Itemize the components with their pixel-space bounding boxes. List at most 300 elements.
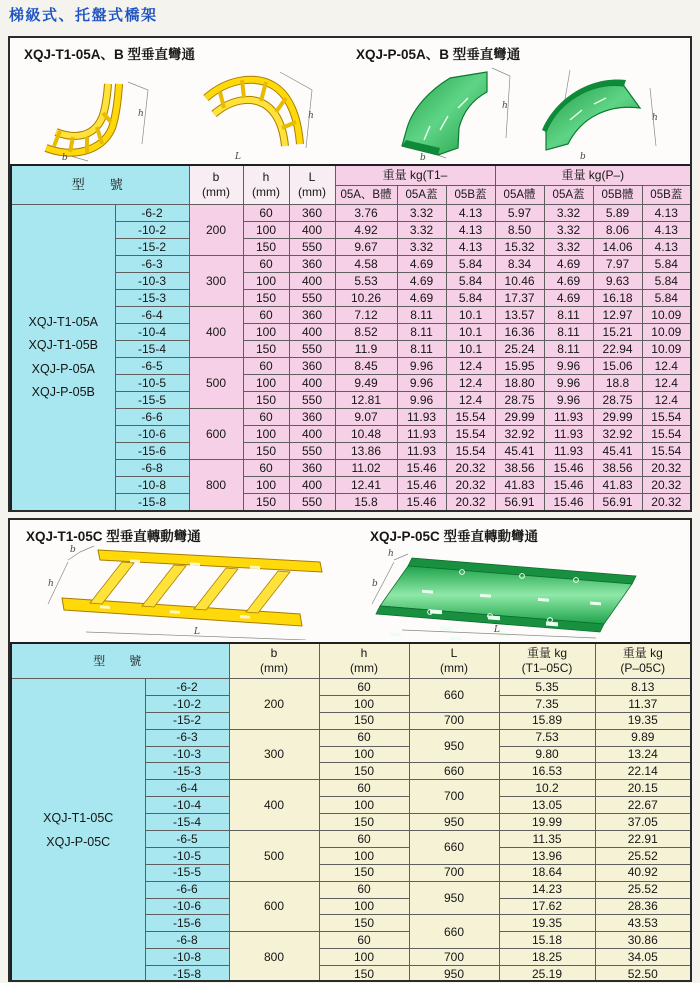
L-value-cell: 360 — [289, 358, 335, 375]
header-weight-t1: 重量 kg(T1– — [335, 165, 495, 186]
model-variant-cell: -10-6 — [115, 426, 189, 443]
b-value-cell: 300 — [189, 256, 243, 307]
header-b: b (mm) — [189, 165, 243, 205]
weight-value-cell: 20.32 — [446, 477, 495, 494]
h-value-cell: 150 — [243, 392, 289, 409]
weight-value-cell: 32.92 — [495, 426, 544, 443]
weight-value-cell: 9.67 — [335, 239, 397, 256]
b-value-cell: 800 — [229, 932, 319, 982]
header-L: L (mm) — [409, 643, 499, 679]
weight-value-cell: 4.13 — [446, 205, 495, 222]
weight-value-cell: 10.1 — [446, 324, 495, 341]
weight-value-cell: 12.41 — [335, 477, 397, 494]
weight-value-cell: 18.80 — [495, 375, 544, 392]
weight-value-cell: 15.46 — [544, 494, 593, 512]
weight-value-cell: 8.11 — [397, 341, 446, 358]
weight-value-cell: 15.46 — [544, 477, 593, 494]
header-model: 型 號 — [11, 165, 189, 205]
weight-value-cell: 8.50 — [495, 222, 544, 239]
weight-value-cell: 12.4 — [446, 392, 495, 409]
model-variant-cell: -15-5 — [115, 392, 189, 409]
weight-value-cell: 56.91 — [495, 494, 544, 512]
weight-value-cell: 15.54 — [642, 443, 691, 460]
weight-value-cell: 11.93 — [544, 443, 593, 460]
weight-value-cell: 11.93 — [397, 443, 446, 460]
model-variant-cell: -10-3 — [145, 746, 229, 763]
weight-value-cell: 3.76 — [335, 205, 397, 222]
model-variant-cell: -10-5 — [145, 847, 229, 864]
model-label: XQJ-T1-05B — [28, 338, 98, 353]
weight-value-cell: 4.69 — [397, 273, 446, 290]
L-value-cell: 950 — [409, 966, 499, 982]
model-variant-cell: -10-2 — [145, 695, 229, 712]
model-variant-cell: -15-6 — [115, 443, 189, 460]
weight-value-cell: 32.92 — [593, 426, 642, 443]
model-label: XQJ-T1-05A — [28, 315, 98, 330]
model-variant-cell: -6-2 — [145, 679, 229, 696]
h-value-cell: 150 — [243, 341, 289, 358]
svg-text:L: L — [235, 152, 241, 162]
h-value-cell: 150 — [243, 239, 289, 256]
model-label: XQJ-P-05C — [46, 834, 111, 849]
weight-value-cell: 4.13 — [642, 205, 691, 222]
spec-table-05c — [10, 642, 692, 982]
weight-value-cell: 14.23 — [499, 881, 595, 898]
weight-value-cell: 7.35 — [499, 695, 595, 712]
weight-value-cell: 20.32 — [642, 477, 691, 494]
weight-value-cell: 8.11 — [397, 324, 446, 341]
weight-value-cell: 8.11 — [397, 307, 446, 324]
weight-value-cell: 10.1 — [446, 307, 495, 324]
weight-value-cell: 13.86 — [335, 443, 397, 460]
weight-value-cell: 19.35 — [499, 915, 595, 932]
weight-value-cell: 4.13 — [446, 239, 495, 256]
weight-value-cell: 4.13 — [642, 222, 691, 239]
weight-value-cell: 5.84 — [642, 290, 691, 307]
weight-value-cell: 8.13 — [595, 679, 691, 696]
weight-value-cell: 10.09 — [642, 341, 691, 358]
weight-value-cell: 15.89 — [499, 712, 595, 729]
weight-value-cell: 3.32 — [544, 222, 593, 239]
weight-value-cell: 13.05 — [499, 797, 595, 814]
h-value-cell: 100 — [319, 695, 409, 712]
weight-value-cell: 28.36 — [595, 898, 691, 915]
L-value-cell: 400 — [289, 222, 335, 239]
weight-value-cell: 8.11 — [544, 341, 593, 358]
weight-value-cell: 4.13 — [642, 239, 691, 256]
header-subcol: 05A體 — [495, 186, 544, 205]
weight-value-cell: 15.46 — [397, 460, 446, 477]
L-value-cell: 400 — [289, 324, 335, 341]
weight-value-cell: 17.62 — [499, 898, 595, 915]
weight-value-cell: 16.36 — [495, 324, 544, 341]
weight-value-cell: 7.53 — [499, 729, 595, 746]
spec-table-05ab — [10, 164, 692, 512]
header-subcol: 05B體 — [593, 186, 642, 205]
model-variant-cell: -15-4 — [115, 341, 189, 358]
weight-value-cell: 25.52 — [595, 847, 691, 864]
weight-value-cell: 8.11 — [544, 307, 593, 324]
section-title-t1-05ab: XQJ-T1-05A、B 型垂直彎通 — [24, 47, 196, 62]
b-value-cell: 800 — [189, 460, 243, 512]
weight-value-cell: 10.09 — [642, 324, 691, 341]
weight-value-cell: 13.96 — [499, 847, 595, 864]
weight-value-cell: 18.8 — [593, 375, 642, 392]
section-title-p-05c: XQJ-P-05C 型垂直轉動彎通 — [370, 529, 539, 544]
header-subcol: 05B蓋 — [642, 186, 691, 205]
panel-05c — [8, 518, 692, 982]
model-variant-cell: -10-6 — [145, 898, 229, 915]
h-value-cell: 150 — [319, 864, 409, 881]
weight-value-cell: 25.24 — [495, 341, 544, 358]
model-variant-cell: -10-8 — [145, 949, 229, 966]
model-variant-cell: -15-4 — [145, 814, 229, 831]
weight-value-cell: 3.32 — [544, 205, 593, 222]
model-variant-cell: -15-3 — [115, 290, 189, 307]
twist-section-illustrations — [10, 542, 690, 640]
weight-value-cell: 30.86 — [595, 932, 691, 949]
model-variant-cell: -15-5 — [145, 864, 229, 881]
h-value-cell: 150 — [319, 966, 409, 982]
L-value-cell: 550 — [289, 392, 335, 409]
panel-05ab — [8, 36, 692, 512]
L-value-cell: 400 — [289, 477, 335, 494]
weight-value-cell: 12.4 — [642, 358, 691, 375]
header-L: L (mm) — [289, 165, 335, 205]
b-value-cell: 500 — [229, 831, 319, 882]
header-subcol: 05A蓋 — [544, 186, 593, 205]
model-variant-cell: -10-4 — [145, 797, 229, 814]
h-value-cell: 60 — [319, 729, 409, 746]
model-variant-cell: -15-8 — [115, 494, 189, 512]
weight-value-cell: 25.52 — [595, 881, 691, 898]
weight-value-cell: 5.84 — [642, 273, 691, 290]
model-variant-cell: -6-2 — [115, 205, 189, 222]
L-value-cell: 400 — [289, 375, 335, 392]
h-value-cell: 150 — [319, 814, 409, 831]
vertical-elbow-illustrations — [10, 60, 690, 162]
header-h: h (mm) — [243, 165, 289, 205]
weight-value-cell: 20.15 — [595, 780, 691, 797]
weight-value-cell: 18.64 — [499, 864, 595, 881]
weight-value-cell: 13.24 — [595, 746, 691, 763]
model-variant-cell: -10-2 — [115, 222, 189, 239]
L-value-cell: 400 — [289, 426, 335, 443]
weight-value-cell: 11.35 — [499, 831, 595, 848]
weight-value-cell: 11.93 — [544, 426, 593, 443]
h-value-cell: 100 — [243, 477, 289, 494]
b-value-cell: 200 — [229, 679, 319, 730]
L-value-cell: 660 — [409, 679, 499, 713]
weight-value-cell: 4.69 — [544, 290, 593, 307]
h-value-cell: 100 — [243, 324, 289, 341]
weight-value-cell: 43.53 — [595, 915, 691, 932]
model-variant-cell: -10-5 — [115, 375, 189, 392]
weight-value-cell: 10.48 — [335, 426, 397, 443]
weight-value-cell: 9.96 — [397, 392, 446, 409]
weight-value-cell: 10.26 — [335, 290, 397, 307]
b-value-cell: 200 — [189, 205, 243, 256]
model-variant-cell: -6-3 — [115, 256, 189, 273]
svg-text:h: h — [308, 111, 314, 121]
weight-value-cell: 15.46 — [397, 477, 446, 494]
weight-value-cell: 5.84 — [642, 256, 691, 273]
weight-value-cell: 10.1 — [446, 341, 495, 358]
weight-value-cell: 20.32 — [642, 460, 691, 477]
weight-value-cell: 15.06 — [593, 358, 642, 375]
weight-value-cell: 9.96 — [397, 358, 446, 375]
weight-value-cell: 17.37 — [495, 290, 544, 307]
weight-value-cell: 22.94 — [593, 341, 642, 358]
weight-value-cell: 12.97 — [593, 307, 642, 324]
L-value-cell: 550 — [289, 494, 335, 512]
b-value-cell: 600 — [189, 409, 243, 460]
model-variant-cell: -6-4 — [145, 780, 229, 797]
svg-text:b: b — [580, 152, 586, 162]
weight-value-cell: 11.02 — [335, 460, 397, 477]
weight-value-cell: 12.4 — [642, 392, 691, 409]
h-value-cell: 60 — [243, 205, 289, 222]
h-value-cell: 60 — [319, 679, 409, 696]
weight-value-cell: 41.83 — [495, 477, 544, 494]
weight-value-cell: 8.06 — [593, 222, 642, 239]
weight-value-cell: 37.05 — [595, 814, 691, 831]
weight-value-cell: 22.14 — [595, 763, 691, 780]
svg-text:h: h — [652, 113, 658, 123]
h-value-cell: 100 — [319, 898, 409, 915]
weight-value-cell: 41.83 — [593, 477, 642, 494]
weight-value-cell: 15.8 — [335, 494, 397, 512]
weight-value-cell: 12.4 — [446, 375, 495, 392]
h-value-cell: 60 — [319, 780, 409, 797]
weight-value-cell: 11.93 — [397, 409, 446, 426]
weight-value-cell: 19.35 — [595, 712, 691, 729]
h-value-cell: 150 — [319, 763, 409, 780]
weight-value-cell: 22.91 — [595, 831, 691, 848]
L-value-cell: 700 — [409, 780, 499, 814]
weight-value-cell: 9.63 — [593, 273, 642, 290]
weight-value-cell: 4.58 — [335, 256, 397, 273]
weight-value-cell: 18.25 — [499, 949, 595, 966]
weight-value-cell: 9.96 — [544, 375, 593, 392]
header-b: b (mm) — [229, 643, 319, 679]
weight-value-cell: 9.89 — [595, 729, 691, 746]
model-variant-cell: -15-8 — [145, 966, 229, 982]
weight-value-cell: 4.69 — [544, 273, 593, 290]
weight-value-cell: 9.49 — [335, 375, 397, 392]
h-value-cell: 60 — [319, 831, 409, 848]
header-weight-p: 重量 kg (P–05C) — [595, 643, 691, 679]
weight-value-cell: 34.05 — [595, 949, 691, 966]
section-title-p-05ab: XQJ-P-05A、B 型垂直彎通 — [356, 47, 521, 62]
L-value-cell: 550 — [289, 290, 335, 307]
header-weight-p: 重量 kg(P–) — [495, 165, 691, 186]
weight-value-cell: 12.4 — [642, 375, 691, 392]
weight-value-cell: 3.32 — [544, 239, 593, 256]
weight-value-cell: 25.19 — [499, 966, 595, 982]
weight-value-cell: 15.32 — [495, 239, 544, 256]
svg-text:L: L — [494, 625, 500, 635]
h-value-cell: 150 — [319, 712, 409, 729]
weight-value-cell: 12.81 — [335, 392, 397, 409]
weight-value-cell: 15.46 — [397, 494, 446, 512]
L-value-cell: 400 — [289, 273, 335, 290]
green-tray-elbow-inside-icon — [402, 68, 510, 162]
yellow-ladder-elbow-outside-icon — [206, 72, 314, 162]
weight-value-cell: 9.80 — [499, 746, 595, 763]
table-row — [11, 205, 691, 222]
model-list-cell — [11, 205, 115, 512]
weight-value-cell: 3.32 — [397, 205, 446, 222]
svg-text:b: b — [420, 153, 426, 162]
L-value-cell: 950 — [409, 814, 499, 831]
weight-value-cell: 15.54 — [446, 443, 495, 460]
weight-value-cell: 5.35 — [499, 679, 595, 696]
L-value-cell: 360 — [289, 205, 335, 222]
weight-value-cell: 14.06 — [593, 239, 642, 256]
header-subcol: 05A蓋 — [397, 186, 446, 205]
L-value-cell: 550 — [289, 341, 335, 358]
weight-value-cell: 20.32 — [446, 460, 495, 477]
weight-value-cell: 11.93 — [544, 409, 593, 426]
h-value-cell: 150 — [243, 290, 289, 307]
weight-value-cell: 45.41 — [495, 443, 544, 460]
h-value-cell: 60 — [243, 256, 289, 273]
h-value-cell: 150 — [243, 494, 289, 512]
b-value-cell: 300 — [229, 729, 319, 780]
weight-value-cell: 10.09 — [642, 307, 691, 324]
weight-value-cell: 20.32 — [642, 494, 691, 512]
section-title-t1-05c: XQJ-T1-05C 型垂直轉動彎通 — [26, 529, 201, 544]
b-value-cell: 400 — [229, 780, 319, 831]
h-value-cell: 100 — [319, 797, 409, 814]
L-value-cell: 660 — [409, 763, 499, 780]
L-value-cell: 360 — [289, 256, 335, 273]
header-subcol: 05A、B體 — [335, 186, 397, 205]
weight-value-cell: 11.37 — [595, 695, 691, 712]
model-variant-cell: -6-5 — [145, 831, 229, 848]
weight-value-cell: 4.92 — [335, 222, 397, 239]
h-value-cell: 60 — [319, 881, 409, 898]
weight-value-cell: 38.56 — [593, 460, 642, 477]
weight-value-cell: 10.2 — [499, 780, 595, 797]
weight-value-cell: 5.84 — [446, 290, 495, 307]
weight-value-cell: 52.50 — [595, 966, 691, 982]
weight-value-cell: 15.46 — [544, 460, 593, 477]
b-value-cell: 600 — [229, 881, 319, 932]
L-value-cell: 950 — [409, 729, 499, 763]
svg-text:L: L — [194, 627, 200, 637]
header-subcol: 05B蓋 — [446, 186, 495, 205]
h-value-cell: 60 — [243, 460, 289, 477]
model-variant-cell: -15-3 — [145, 763, 229, 780]
weight-value-cell: 45.41 — [593, 443, 642, 460]
weight-value-cell: 29.99 — [593, 409, 642, 426]
svg-text:h: h — [48, 579, 54, 589]
model-variant-cell: -10-8 — [115, 477, 189, 494]
weight-value-cell: 40.92 — [595, 864, 691, 881]
weight-value-cell: 4.69 — [397, 256, 446, 273]
h-value-cell: 100 — [243, 273, 289, 290]
h-value-cell: 100 — [243, 426, 289, 443]
h-value-cell: 100 — [319, 949, 409, 966]
L-value-cell: 950 — [409, 881, 499, 915]
h-value-cell: 150 — [319, 915, 409, 932]
header-weight-t1: 重量 kg (T1–05C) — [499, 643, 595, 679]
model-list-cell — [11, 679, 145, 983]
page-title: 梯級式、托盤式橋架 — [9, 7, 158, 24]
model-variant-cell: -6-6 — [145, 881, 229, 898]
green-tray-elbow-outside-icon — [542, 70, 658, 162]
header-h: h (mm) — [319, 643, 409, 679]
weight-value-cell: 29.99 — [495, 409, 544, 426]
weight-value-cell: 5.97 — [495, 205, 544, 222]
weight-value-cell: 3.32 — [397, 239, 446, 256]
model-variant-cell: -6-6 — [115, 409, 189, 426]
weight-value-cell: 9.96 — [544, 392, 593, 409]
weight-value-cell: 4.13 — [446, 222, 495, 239]
weight-value-cell: 4.69 — [544, 256, 593, 273]
h-value-cell: 100 — [243, 222, 289, 239]
model-variant-cell: -15-2 — [145, 712, 229, 729]
model-variant-cell: -15-2 — [115, 239, 189, 256]
model-variant-cell: -10-4 — [115, 324, 189, 341]
weight-value-cell: 15.95 — [495, 358, 544, 375]
h-value-cell: 60 — [243, 358, 289, 375]
b-value-cell: 500 — [189, 358, 243, 409]
yellow-ladder-elbow-inside-icon — [46, 82, 148, 162]
weight-value-cell: 56.91 — [593, 494, 642, 512]
svg-text:b: b — [70, 545, 76, 555]
weight-value-cell: 5.53 — [335, 273, 397, 290]
weight-value-cell: 22.67 — [595, 797, 691, 814]
svg-text:b: b — [372, 579, 378, 589]
weight-value-cell: 15.54 — [642, 426, 691, 443]
weight-value-cell: 13.57 — [495, 307, 544, 324]
weight-value-cell: 15.54 — [446, 409, 495, 426]
L-value-cell: 700 — [409, 712, 499, 729]
L-value-cell: 360 — [289, 307, 335, 324]
weight-value-cell: 5.84 — [446, 273, 495, 290]
header-model: 型 號 — [11, 643, 229, 679]
model-variant-cell: -6-3 — [145, 729, 229, 746]
L-value-cell: 700 — [409, 864, 499, 881]
yellow-ladder-twist-icon — [48, 545, 322, 640]
weight-value-cell: 12.4 — [446, 358, 495, 375]
svg-text:b: b — [62, 153, 68, 162]
weight-value-cell: 8.45 — [335, 358, 397, 375]
weight-value-cell: 20.32 — [446, 494, 495, 512]
weight-value-cell: 5.84 — [446, 256, 495, 273]
weight-value-cell: 15.21 — [593, 324, 642, 341]
L-value-cell: 360 — [289, 409, 335, 426]
weight-value-cell: 15.18 — [499, 932, 595, 949]
weight-value-cell: 8.11 — [544, 324, 593, 341]
weight-value-cell: 10.46 — [495, 273, 544, 290]
model-label: XQJ-P-05B — [31, 384, 95, 399]
weight-value-cell: 8.34 — [495, 256, 544, 273]
model-label: XQJ-T1-05C — [43, 811, 114, 826]
weight-value-cell: 7.97 — [593, 256, 642, 273]
weight-value-cell: 16.18 — [593, 290, 642, 307]
h-value-cell: 100 — [243, 375, 289, 392]
weight-value-cell: 16.53 — [499, 763, 595, 780]
b-value-cell: 400 — [189, 307, 243, 358]
L-value-cell: 660 — [409, 831, 499, 865]
weight-value-cell: 8.52 — [335, 324, 397, 341]
weight-value-cell: 4.69 — [397, 290, 446, 307]
L-value-cell: 660 — [409, 915, 499, 949]
